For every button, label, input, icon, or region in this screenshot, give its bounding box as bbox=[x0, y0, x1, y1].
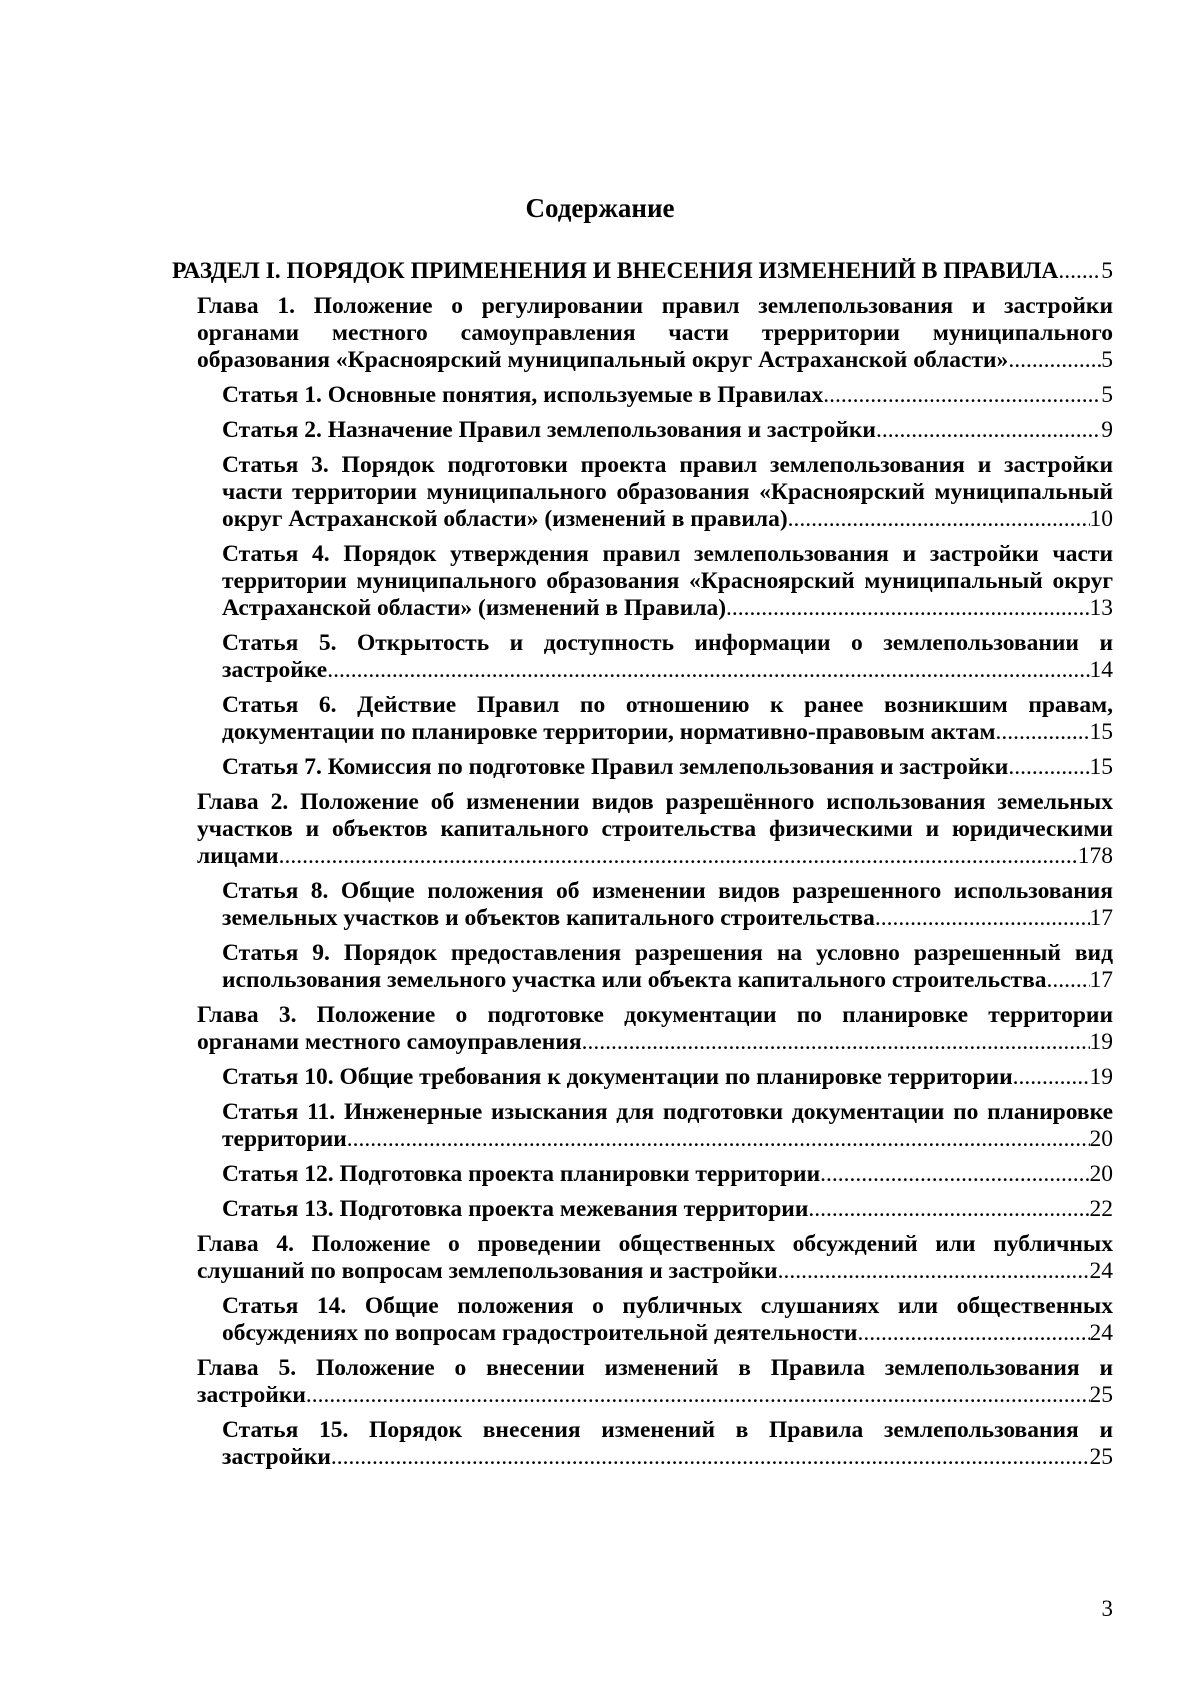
toc-article-entry[interactable] bbox=[222, 940, 1113, 994]
toc-entry-last-line bbox=[222, 1196, 1113, 1223]
toc-page-number: 19 bbox=[1089, 1064, 1113, 1090]
toc-entry-line: Статья 11. Инженерные изыскания для подготовки документации по планировке bbox=[222, 1099, 1113, 1125]
toc-entry-last-line bbox=[222, 506, 1113, 533]
toc-chapter-entry[interactable] bbox=[197, 1355, 1113, 1409]
toc-article-entry[interactable] bbox=[222, 1417, 1113, 1471]
toc-entry-line: Статья 8. Общие положения об изменении видов разрешенного использования bbox=[222, 878, 1113, 904]
toc-entry-label: Статья 7. Комиссия по подготовке Правил землепользования и застройки bbox=[222, 754, 1009, 780]
toc-page-number: 5 bbox=[1101, 347, 1113, 373]
toc-entry-label: Статья 13. Подготовка проекта межевания территории bbox=[222, 1196, 809, 1222]
toc-page-number: 25 bbox=[1089, 1382, 1113, 1408]
toc-article-entry[interactable] bbox=[222, 878, 1113, 932]
toc-entry-last-line bbox=[222, 1064, 1113, 1091]
toc-entry-label: застройки bbox=[222, 1444, 331, 1470]
toc-entry-label: Статья 1. Основные понятия, используемые в Правилах bbox=[222, 382, 824, 408]
toc-entry-label: слушаний по вопросам землепользования и застройки bbox=[197, 1258, 778, 1284]
toc-article-entry[interactable] bbox=[222, 382, 1113, 409]
page-number: 3 bbox=[1101, 1596, 1113, 1621]
toc-page-number: 17 bbox=[1089, 905, 1113, 931]
toc-entry-label: РАЗДЕЛ I. ПОРЯДОК ПРИМЕНЕНИЯ И ВНЕСЕНИЯ ИЗМЕНЕНИЙ В ПРАВИЛА bbox=[172, 258, 1059, 284]
toc-entry-label: органами местного самоуправления bbox=[197, 1029, 582, 1055]
leader-dots bbox=[726, 595, 1089, 622]
toc-chapter-entry[interactable] bbox=[197, 1002, 1113, 1056]
toc-entry-last-line bbox=[172, 258, 1113, 285]
toc-article-entry[interactable] bbox=[222, 1196, 1113, 1223]
leader-dots bbox=[1008, 754, 1089, 781]
toc-entry-line: Статья 9. Порядок предоставления разрешения на условно разрешенный вид bbox=[222, 940, 1113, 966]
toc-entry-line: Глава 1. Положение о регулировании правил землепользования и застройки bbox=[197, 293, 1113, 319]
toc-title: Содержание bbox=[525, 193, 675, 223]
leader-dots bbox=[778, 1258, 1090, 1285]
toc-chapter-entry[interactable] bbox=[197, 293, 1113, 374]
toc-page-number: 14 bbox=[1089, 657, 1113, 683]
toc-page-number: 5 bbox=[1101, 258, 1113, 284]
toc-chapter-entry[interactable] bbox=[197, 1231, 1113, 1285]
toc-entry-last-line bbox=[222, 719, 1113, 746]
toc-entry-label: лицами bbox=[197, 843, 279, 869]
toc-entry-last-line bbox=[222, 1126, 1113, 1153]
toc-section-entry[interactable] bbox=[172, 258, 1113, 285]
toc-page-number: 15 bbox=[1089, 754, 1113, 780]
toc-entry-line: Статья 14. Общие положения о публичных слушаниях или общественных bbox=[222, 1293, 1113, 1319]
leader-dots bbox=[788, 506, 1090, 533]
toc-page-number: 20 bbox=[1089, 1126, 1113, 1152]
toc-article-entry[interactable] bbox=[222, 1099, 1113, 1153]
toc-entry-line: Статья 3. Порядок подготовки проекта правил землепользования и застройки bbox=[222, 452, 1113, 478]
toc-entry-last-line bbox=[222, 967, 1113, 994]
leader-dots bbox=[808, 1196, 1089, 1223]
toc-article-entry[interactable] bbox=[222, 452, 1113, 533]
table-of-contents bbox=[0, 258, 1200, 1471]
toc-entry-line: органами местного самоуправления части трерритории муниципального bbox=[197, 320, 1113, 346]
toc-article-entry[interactable] bbox=[222, 630, 1113, 684]
toc-entry-last-line bbox=[197, 347, 1113, 374]
toc-page-number: 17 bbox=[1089, 967, 1113, 993]
leader-dots bbox=[820, 1161, 1089, 1188]
toc-page-number: 178 bbox=[1077, 843, 1113, 869]
toc-entry-last-line bbox=[222, 417, 1113, 444]
toc-entry-last-line bbox=[197, 1029, 1113, 1056]
toc-page-number: 22 bbox=[1089, 1196, 1113, 1222]
leader-dots bbox=[875, 905, 1090, 932]
toc-entry-last-line bbox=[222, 1161, 1113, 1188]
toc-article-entry[interactable] bbox=[222, 1064, 1113, 1091]
toc-entry-label: территории bbox=[222, 1126, 347, 1152]
toc-page-number: 5 bbox=[1101, 382, 1113, 408]
toc-article-entry[interactable] bbox=[222, 1293, 1113, 1347]
toc-entry-label: Статья 10. Общие требования к документации по планировке территории bbox=[222, 1064, 1013, 1090]
leader-dots bbox=[876, 417, 1101, 444]
toc-page-number: 24 bbox=[1089, 1320, 1113, 1346]
leader-dots bbox=[857, 1320, 1089, 1347]
toc-entry-last-line bbox=[197, 843, 1113, 870]
leader-dots bbox=[1047, 967, 1090, 994]
toc-entry-last-line bbox=[197, 1382, 1113, 1409]
toc-entry-last-line bbox=[222, 1320, 1113, 1347]
toc-entry-line: Статья 6. Действие Правил по отношению к ранее возникшим правам, bbox=[222, 692, 1113, 718]
toc-entry-last-line bbox=[197, 1258, 1113, 1285]
toc-entry-line: Глава 5. Положение о внесении изменений в Правила землепользования и bbox=[197, 1355, 1113, 1381]
toc-entry-line: Статья 5. Открытость и доступность информации о землепользовании и bbox=[222, 630, 1113, 656]
leader-dots bbox=[327, 657, 1089, 684]
leader-dots bbox=[1008, 347, 1101, 374]
toc-entry-label: застройки bbox=[197, 1382, 306, 1408]
toc-entry-label: земельных участков и объектов капитального строительства bbox=[222, 905, 875, 931]
toc-entry-line: Статья 15. Порядок внесения изменений в Правила землепользования и bbox=[222, 1417, 1113, 1443]
toc-entry-label: образования «Красноярский муниципальный округ Астраханской области» bbox=[197, 347, 1009, 373]
toc-page-number: 15 bbox=[1089, 719, 1113, 745]
leader-dots bbox=[823, 382, 1101, 409]
toc-entry-line: Глава 2. Положение об изменении видов разрешённого использования земельных bbox=[197, 789, 1113, 815]
toc-entry-last-line bbox=[222, 382, 1113, 409]
toc-article-entry[interactable] bbox=[222, 541, 1113, 622]
toc-entry-label: документации по планировке территории, нормативно-правовым актам bbox=[222, 719, 996, 745]
toc-entry-last-line bbox=[222, 595, 1113, 622]
toc-article-entry[interactable] bbox=[222, 417, 1113, 444]
toc-page-number: 20 bbox=[1089, 1161, 1113, 1187]
leader-dots bbox=[996, 719, 1090, 746]
toc-entry-line: Глава 4. Положение о проведении общественных обсуждений или публичных bbox=[197, 1231, 1113, 1257]
toc-entry-last-line bbox=[222, 1444, 1113, 1471]
leader-dots bbox=[331, 1444, 1090, 1471]
toc-entry-line: Глава 3. Положение о подготовке документации по планировке территории bbox=[197, 1002, 1113, 1028]
leader-dots bbox=[347, 1126, 1090, 1153]
toc-chapter-entry[interactable] bbox=[197, 789, 1113, 870]
toc-entry-label: обсуждениях по вопросам градостроительной деятельности bbox=[222, 1320, 858, 1346]
toc-entry-last-line bbox=[222, 657, 1113, 684]
toc-article-entry[interactable] bbox=[222, 1161, 1113, 1188]
leader-dots bbox=[582, 1029, 1090, 1056]
toc-entry-line: части территории муниципального образования «Красноярский муниципальный bbox=[222, 479, 1113, 505]
toc-page-number: 25 bbox=[1089, 1444, 1113, 1470]
toc-entry-last-line bbox=[222, 905, 1113, 932]
leader-dots bbox=[1013, 1064, 1090, 1091]
toc-entry-label: использования земельного участка или объекта капитального строительства bbox=[222, 967, 1047, 993]
toc-entry-label: Астраханской области» (изменений в Правила) bbox=[222, 595, 727, 621]
toc-page-number: 9 bbox=[1101, 417, 1113, 443]
leader-dots bbox=[306, 1382, 1090, 1409]
leader-dots bbox=[1058, 258, 1101, 285]
toc-entry-line: Статья 4. Порядок утверждения правил землепользования и застройки части bbox=[222, 541, 1113, 567]
toc-entry-label: Статья 2. Назначение Правил землепользования и застройки bbox=[222, 417, 876, 443]
toc-article-entry[interactable] bbox=[222, 754, 1113, 781]
toc-page-number: 19 bbox=[1089, 1029, 1113, 1055]
toc-entry-label: округ Астраханской области» (изменений в правила) bbox=[222, 506, 788, 532]
toc-page-number: 10 bbox=[1089, 506, 1113, 532]
toc-page-number: 24 bbox=[1089, 1258, 1113, 1284]
toc-entry-label: Статья 12. Подготовка проекта планировки территории bbox=[222, 1161, 821, 1187]
leader-dots bbox=[279, 843, 1078, 870]
toc-page-number: 13 bbox=[1089, 595, 1113, 621]
toc-entry-last-line bbox=[222, 754, 1113, 781]
toc-entry-label: застройке bbox=[222, 657, 328, 683]
toc-article-entry[interactable] bbox=[222, 692, 1113, 746]
toc-entry-line: территории муниципального образования «Красноярский муниципальный округ bbox=[222, 568, 1113, 594]
toc-entry-line: участков и объектов капитального строительства физическими и юридическими bbox=[197, 816, 1113, 842]
